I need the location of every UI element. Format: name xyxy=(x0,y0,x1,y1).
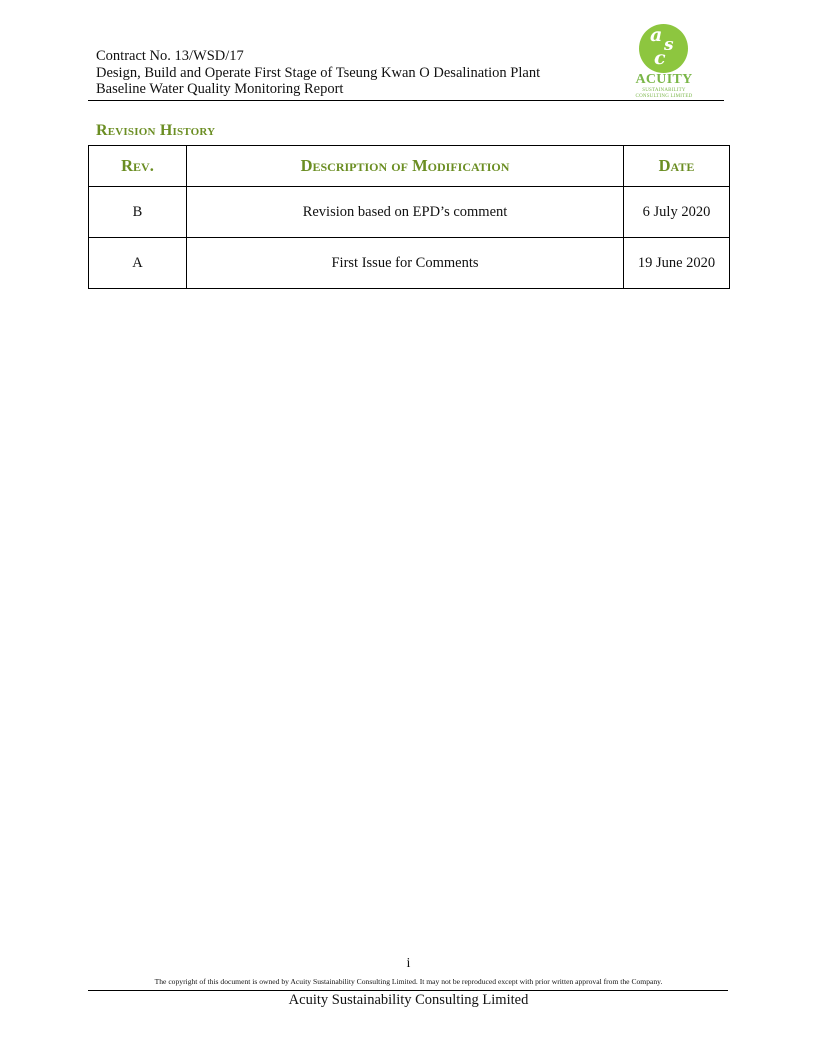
rev-cell: B xyxy=(89,187,187,238)
section-title: Revision History xyxy=(96,122,216,139)
table-header-row xyxy=(89,146,730,187)
revision-history-table xyxy=(88,145,730,289)
logo-subtitle-1: SUSTAINABILITY xyxy=(642,88,686,93)
date-cell: 19 June 2020 xyxy=(624,238,730,289)
copyright-notice: The copyright of this document is owned by Acuity Sustainability Consulting Limited. It may not be reproduced except with prior written approval from the Company. xyxy=(154,977,663,986)
logo-letter-c: c xyxy=(654,47,666,69)
column-header-description: Description of Modification xyxy=(187,146,624,187)
header-divider xyxy=(88,100,724,101)
column-header-date: Date xyxy=(624,146,730,187)
acuity-logo xyxy=(628,22,704,98)
table-row xyxy=(89,187,730,238)
report-title: Baseline Water Quality Monitoring Report xyxy=(96,81,344,97)
page-number: i xyxy=(406,956,411,971)
description-cell: First Issue for Comments xyxy=(187,238,624,289)
rev-cell: A xyxy=(89,238,187,289)
logo-name: ACUITY xyxy=(635,72,693,87)
project-title: Design, Build and Operate First Stage of Tseung Kwan O Desalination Plant xyxy=(96,64,541,81)
contract-number: Contract No. 13/WSD/17 xyxy=(96,48,244,64)
document-header xyxy=(96,48,540,98)
footer-divider xyxy=(88,990,728,991)
footer-company-name: Acuity Sustainability Consulting Limited xyxy=(288,992,529,1008)
logo-circle xyxy=(639,24,688,73)
logo-letter-a: a xyxy=(650,24,663,46)
logo-letter-s: s xyxy=(664,35,674,55)
column-header-rev: Rev. xyxy=(89,146,187,187)
logo-subtitle-2: CONSULTING LIMITED xyxy=(635,94,693,99)
date-cell: 6 July 2020 xyxy=(624,187,730,238)
table-row xyxy=(89,238,730,289)
description-cell: Revision based on EPD’s comment xyxy=(187,187,624,238)
